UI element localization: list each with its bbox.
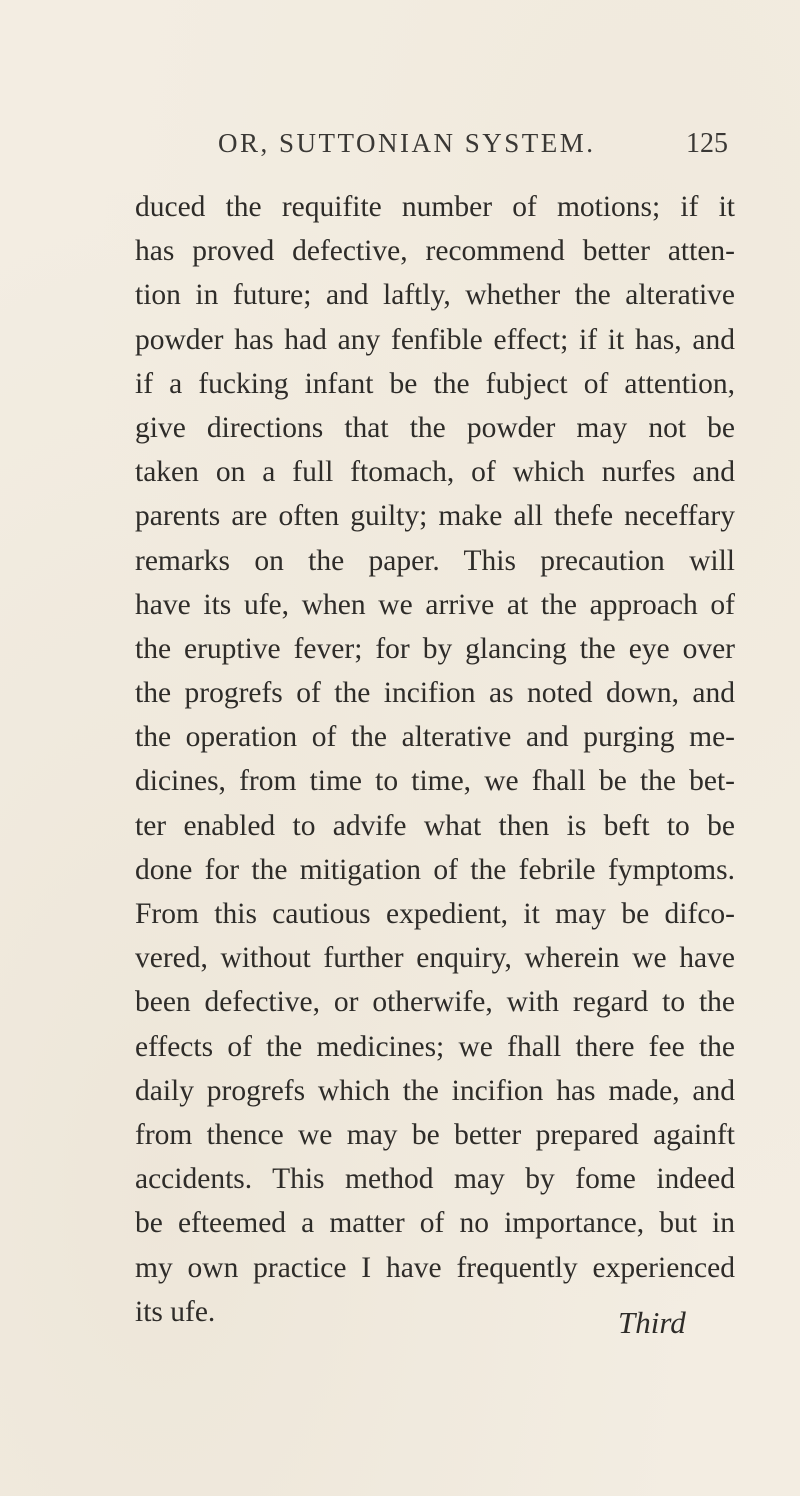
text-line: taken on a full ftomach, of which nurfes and [135,456,735,489]
text-line: ter enabled to advife what then is beft to be [135,809,735,842]
text-line: the operation of the alterative and purging me- [135,721,735,754]
text-line: parents are often guilty; make all thefe neceffary [135,500,735,533]
text-line: be efteemed a matter of no importance, but in [135,1207,735,1240]
text-line: vered, without further enquiry, wherein we have [135,942,735,975]
text-line: its ufe. [135,1295,216,1328]
text-line: has proved defective, recommend better atten- [135,235,735,268]
text-line: give directions that the powder may not be [135,411,735,444]
text-line: duced the requifite number of motions; if it [135,191,735,223]
text-line: my own practice I have frequently experienced [135,1251,735,1284]
text-line: from thence we may be better prepared againft [135,1118,735,1151]
text-line: From this cautious expedient, it may be difco- [135,898,735,930]
text-line: powder has had any fenfible effect; if it has, and [135,323,735,356]
text-line: tion in future; and laftly, whether the alterative [135,279,735,312]
text-line: remarks on the paper. This precaution will [135,544,735,577]
text-line: the eruptive fever; for by glancing the eye over [135,632,735,665]
text-line: dicines, from time to time, we fhall be the bet- [135,765,735,798]
text-line: accidents. This method may by fome indeed [135,1163,735,1196]
text-line: if a fucking infant be the fubject of attention, [135,367,735,400]
catchword: Third [618,1305,686,1340]
text-line: done for the mitigation of the febrile fymptoms. [135,853,735,886]
running-head [0,128,800,168]
text-line: been defective, or otherwife, with regard to the [135,986,735,1019]
text-line: effects of the medicines; we fhall there fee the [135,1030,735,1063]
body-text [135,185,735,1334]
running-title: OR, SUTTONIAN SYSTEM. [218,128,596,158]
text-line: have its ufe, when we arrive at the approach of [135,588,735,621]
text-line: the progrefs of the incifion as noted down, and [135,677,735,710]
text-line: daily progrefs which the incifion has made, and [135,1074,735,1107]
page-number: 125 [686,128,728,159]
